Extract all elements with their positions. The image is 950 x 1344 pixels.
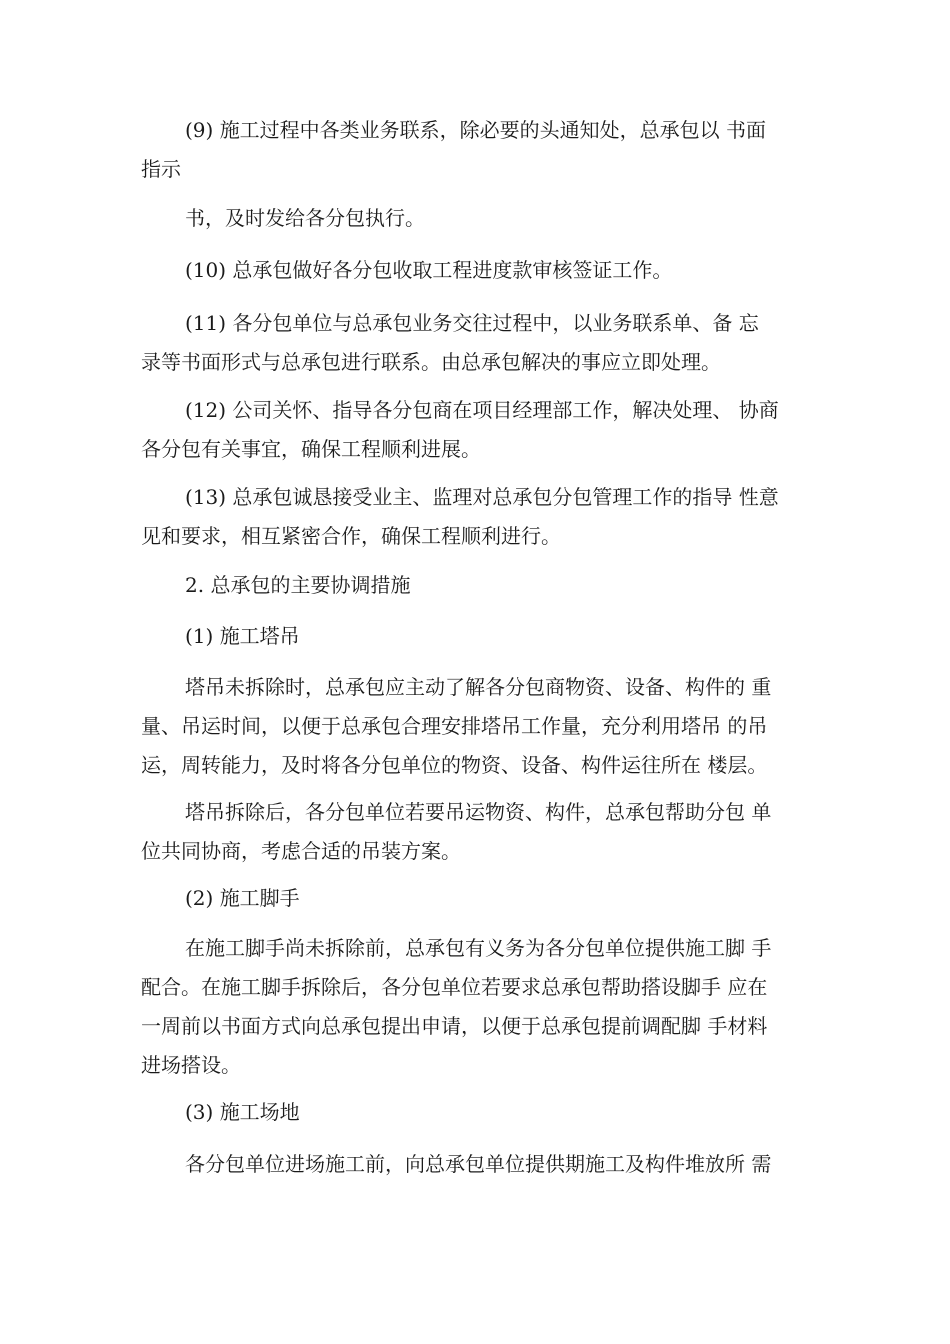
text-line: (1) 施工塔吊 — [185, 624, 300, 648]
subsection-heading-1 — [141, 617, 831, 656]
text-line: 塔吊拆除后，各分包单位若要吊运物资、构件，总承包帮助分包 单 — [185, 800, 772, 824]
text-line: 量、吊运时间，以便于总承包合理安排塔吊工作量，充分利用塔吊 的吊 — [141, 714, 768, 738]
text-line: 配合。在施工脚手拆除后，各分包单位若要求总承包帮助搭设脚手 应在 — [141, 975, 768, 999]
subsection-heading-3 — [141, 1093, 831, 1132]
paragraph-item-9 — [141, 111, 831, 189]
text-line: 位共同协商，考虑合适的吊装方案。 — [141, 839, 461, 863]
paragraph-tower-crane-after — [141, 793, 831, 871]
paragraph-site — [141, 1145, 831, 1184]
text-line: 各分包有关事宜，确保工程顺利进展。 — [141, 437, 481, 461]
paragraph-item-10 — [141, 251, 831, 290]
text-line: 进场搭设。 — [141, 1053, 241, 1077]
text-line: (9) 施工过程中各类业务联系，除必要的头通知处，总承包以 书面 — [185, 118, 767, 142]
text-line: 见和要求，相互紧密合作，确保工程顺利进行。 — [141, 524, 561, 548]
paragraph-item-13 — [141, 478, 831, 556]
text-line: 各分包单位进场施工前，向总承包单位提供期施工及构件堆放所 需 — [185, 1152, 772, 1176]
text-line: (12) 公司关怀、指导各分包商在项目经理部工作，解决处理、 协商 — [185, 398, 779, 422]
paragraph-item-11 — [141, 304, 831, 382]
section-heading-2 — [141, 566, 831, 605]
text-line: (2) 施工脚手 — [185, 886, 300, 910]
subsection-heading-2 — [141, 879, 831, 918]
text-line: 在施工脚手尚未拆除前，总承包有义务为各分包单位提供施工脚 手 — [185, 936, 772, 960]
text-line: (3) 施工场地 — [185, 1100, 300, 1124]
paragraph-scaffolding — [141, 929, 831, 1085]
text-line: 2. 总承包的主要协调措施 — [185, 573, 411, 597]
text-line: (11) 各分包单位与总承包业务交往过程中，以业务联系单、备 忘 — [185, 311, 759, 335]
paragraph-item-9-continued — [141, 199, 831, 238]
text-line: 一周前以书面方式向总承包提出申请，以便于总承包提前调配脚 手材料 — [141, 1014, 768, 1038]
text-line: 运，周转能力，及时将各分包单位的物资、设备、构件运往所在 楼层。 — [141, 753, 768, 777]
text-line: 指示 — [141, 157, 181, 181]
text-line: 书，及时发给各分包执行。 — [185, 206, 425, 230]
paragraph-item-12 — [141, 391, 831, 469]
text-line: 塔吊未拆除时，总承包应主动了解各分包商物资、设备、构件的 重 — [185, 675, 772, 699]
text-line: (13) 总承包诚恳接受业主、监理对总承包分包管理工作的指导 性意 — [185, 485, 779, 509]
paragraph-tower-crane-before — [141, 668, 831, 785]
text-line: (10) 总承包做好各分包收取工程进度款审核签证工作。 — [185, 258, 673, 282]
text-line: 录等书面形式与总承包进行联系。由总承包解决的事应立即处理。 — [141, 350, 721, 374]
